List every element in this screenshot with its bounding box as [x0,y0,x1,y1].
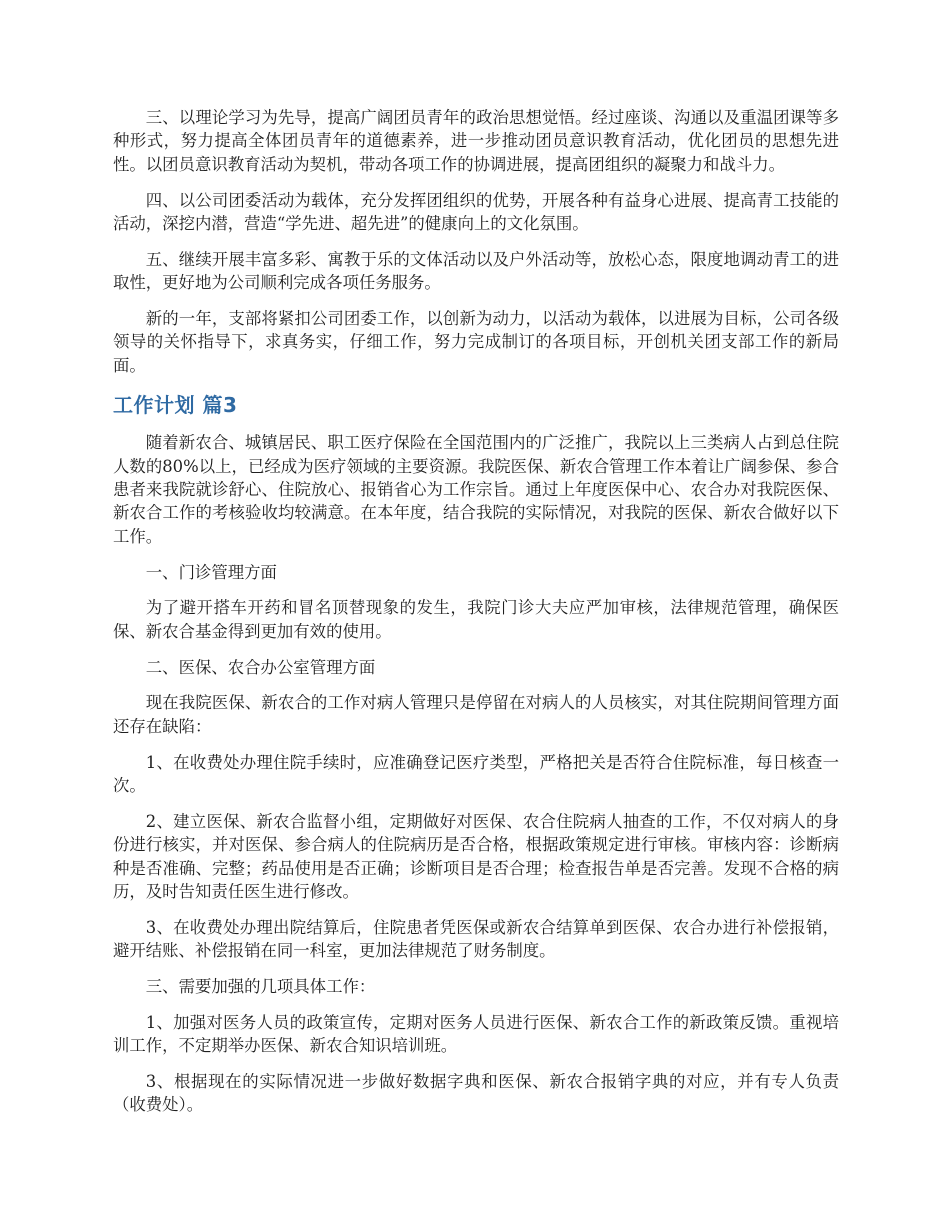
paragraph-intro: 随着新农合、城镇居民、职工医疗保险在全国范围内的广泛推广，我院以上三类病人占到总住院人数的80%以上，已经成为医疗领域的主要资源。我院医保、新农合管理工作本着让广阔参保、参合患者来我院就诊舒心、住院放心、报销省心为工作宗旨。通过上年度医保中心、农合办对我院医保、新农合工作的考核验收均较满意。在本年度，结合我院的实际情况，对我院的医保、新农合做好以下工作。 [113,433,839,546]
paragraph-new-year: 新的一年，支部将紧扣公司团委工作，以创新为动力，以活动为载体，以进展为目标，公司各级领导的关怀指导下，求真务实，仔细工作，努力完成制订的各项目标，开创机关团支部工作的新局面。 [113,309,839,375]
work-item-1: 1、加强对医务人员的政策宣传，定期对医务人员进行医保、新农合工作的新政策反馈。重视培训工作，不定期举办医保、新农合知识培训班。 [113,1012,839,1056]
paragraph-league-activities: 四、以公司团委活动为载体，充分发挥团组织的优势，开展各种有益身心进展、提高青工技能的活动，深挖内潜，营造“学先进、超先进”的健康向上的文化氛围。 [113,190,839,234]
paragraph-office: 现在我院医保、新农合的工作对病人管理只是停留在对病人的人员核实，对其住院期间管理方面还存在缺陷： [113,693,839,736]
paragraph-outpatient: 为了避开搭车开药和冒名顶替现象的发生，我院门诊大夫应严加审核，法律规范管理，确保医保、新农合基金得到更加有效的使用。 [113,598,839,641]
subheading-office: 二、医保、农合办公室管理方面 [145,657,376,677]
list-item-1: 1、在收费处办理住院手续时，应准确登记医疗类型，严格把关是否符合住院标准，每日核查一次。 [113,752,839,796]
list-item-2: 2、建立医保、新农合监督小组，定期做好对医保、农合住院病人抽查的工作，不仅对病人的身份进行核实，并对医保、参合病人的住院病历是否合格，根据政策规定进行审核。审核内容：诊断病种是否准确、完整；药品使用是否正确；诊断项目是否合理；检查报告单是否完善。发现不合格的病历，及时告知责任医生进行修改。 [113,811,839,902]
work-item-3: 3、根据现在的实际情况进一步做好数据字典和医保、新农合报销字典的对应，并有专人负责（收费处）。 [113,1072,839,1115]
subheading-specific-work: 三、需要加强的几项具体工作： [145,977,376,997]
paragraph-theory-study: 三、以理论学习为先导，提高广阔团员青年的政治思想觉悟。经过座谈、沟通以及重温团课等多种形式，努力提高全体团员青年的道德素养，进一步推动团员意识教育活动，优化团员的思想先进性。以团员意识教育活动为契机，带动各项工作的协调进展，提高团组织的凝聚力和战斗力。 [113,108,839,174]
document-page [113,106,839,1129]
list-item-3: 3、在收费处办理出院结算后，住院患者凭医保或新农合结算单到医保、农合办进行补偿报销，避开结账、补偿报销在同一科室，更加法律规范了财务制度。 [113,917,839,961]
subheading-outpatient: 一、门诊管理方面 [145,562,277,582]
section-heading: 工作计划 篇3 [113,393,238,418]
paragraph-cultural-activities: 五、继续开展丰富多彩、寓教于乐的文体活动以及户外活动等，放松心态，限度地调动青工的进取性，更好地为公司顺利完成各项任务服务。 [113,249,839,293]
